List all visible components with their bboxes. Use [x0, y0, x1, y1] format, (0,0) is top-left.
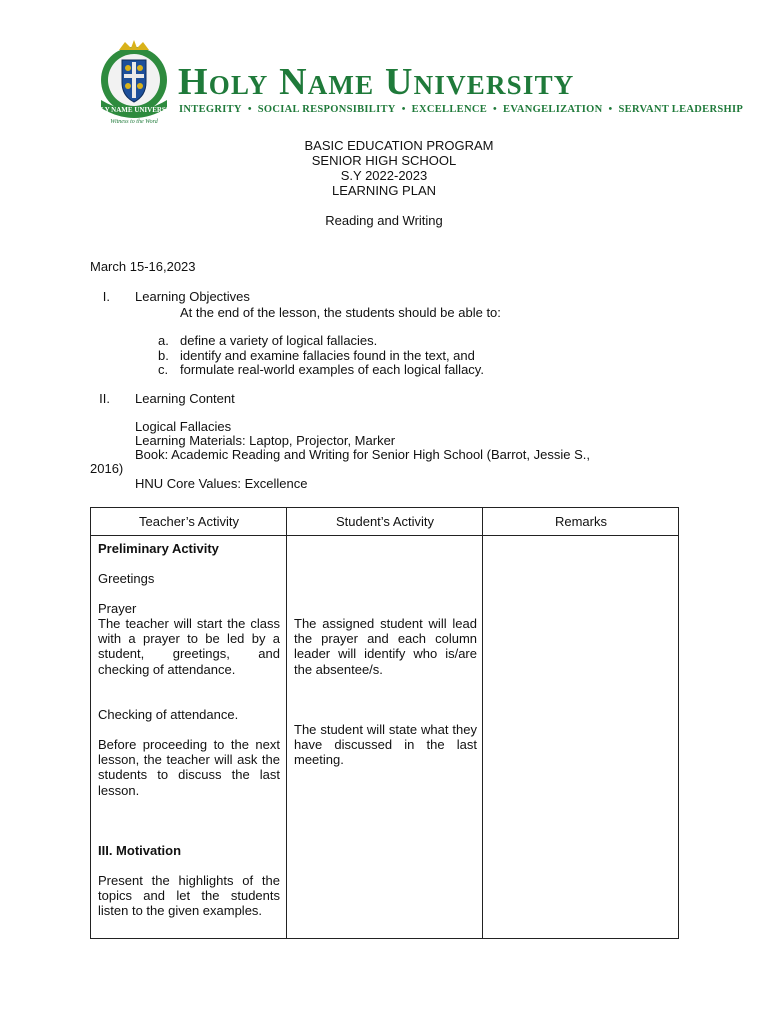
objective-letter: a.	[158, 333, 169, 348]
header-student-activity: Student’s Activity	[335, 514, 435, 529]
school-year: S.Y 2022-2023	[340, 168, 428, 183]
section-title: Learning Content	[135, 391, 235, 406]
objective-letter: c.	[158, 362, 169, 377]
section-number: II.	[99, 391, 110, 406]
level-title: SENIOR HIGH SCHOOL	[311, 153, 457, 168]
student-review-text: The student will state what they have discussed in the last meeting.	[294, 722, 477, 768]
teacher-prayer-text: The teacher will start the class with a prayer to be led by a student, greetings, and checking of attendance.	[98, 616, 280, 677]
student-prayer-text: The assigned student will lead the prayer and each column leader will identify who is/are the absentee/s.	[294, 616, 477, 677]
activity-table	[90, 507, 679, 939]
program-title: BASIC EDUCATION PROGRAM	[304, 138, 494, 153]
motivation-text: Present the highlights of the topics and let the students listen to the given examples.	[98, 873, 280, 919]
section-title: Learning Objectives	[135, 289, 250, 304]
section-number: I.	[102, 289, 110, 304]
greetings-label: Greetings	[98, 571, 155, 586]
column-divider	[286, 508, 287, 938]
objective-text: define a variety of logical fallacies.	[180, 333, 378, 348]
header-teacher-activity: Teacher’s Activity	[139, 514, 239, 529]
book-reference-year: 2016)	[90, 461, 124, 476]
book-reference: Book: Academic Reading and Writing for Senior High School (Barrot, Jessie S.,	[135, 447, 590, 462]
header-remarks: Remarks	[554, 514, 607, 529]
university-name: Holy Name University	[178, 61, 575, 103]
plan-title: LEARNING PLAN	[331, 183, 437, 198]
core-value: EXCELLENCE	[411, 104, 488, 115]
logo-ribbon-text: HOLY NAME UNIVERSITY	[89, 106, 179, 114]
core-value: EVANGELIZATION	[503, 104, 603, 115]
logo-motto: Witness to the Word	[110, 119, 158, 125]
subject-title: Reading and Writing	[325, 213, 443, 228]
attendance-label: Checking of attendance.	[98, 707, 239, 722]
core-value: SERVANT LEADERSHIP	[618, 104, 744, 115]
column-divider	[482, 508, 483, 938]
header-divider	[91, 535, 678, 536]
content-topic: Logical Fallacies	[135, 419, 232, 434]
preliminary-activity-heading: Preliminary Activity	[98, 541, 219, 556]
university-logo	[89, 40, 179, 126]
objectives-intro: At the end of the lesson, the students should be able to:	[180, 305, 501, 320]
learning-materials: Learning Materials: Laptop, Projector, Marker	[135, 433, 396, 448]
motivation-heading: III. Motivation	[98, 843, 182, 858]
objective-letter: b.	[158, 348, 169, 363]
teacher-review-text: Before proceeding to the next lesson, the teacher will ask the students to discuss the last lesson.	[98, 737, 280, 798]
core-values-content: HNU Core Values: Excellence	[135, 476, 308, 491]
core-value: INTEGRITY	[179, 104, 242, 115]
prayer-label: Prayer	[98, 601, 137, 616]
core-value: SOCIAL RESPONSIBILITY	[257, 104, 396, 115]
objective-text: identify and examine fallacies found in the text, and	[180, 348, 475, 363]
objective-text: formulate real-world examples of each logical fallacy.	[180, 362, 484, 377]
lesson-date: March 15-16,2023	[90, 259, 196, 274]
core-values-line: INTEGRITY • SOCIAL RESPONSIBILITY • EXCELLENCE • EVANGELIZATION • SERVANT LEADERSHIP	[179, 104, 744, 115]
